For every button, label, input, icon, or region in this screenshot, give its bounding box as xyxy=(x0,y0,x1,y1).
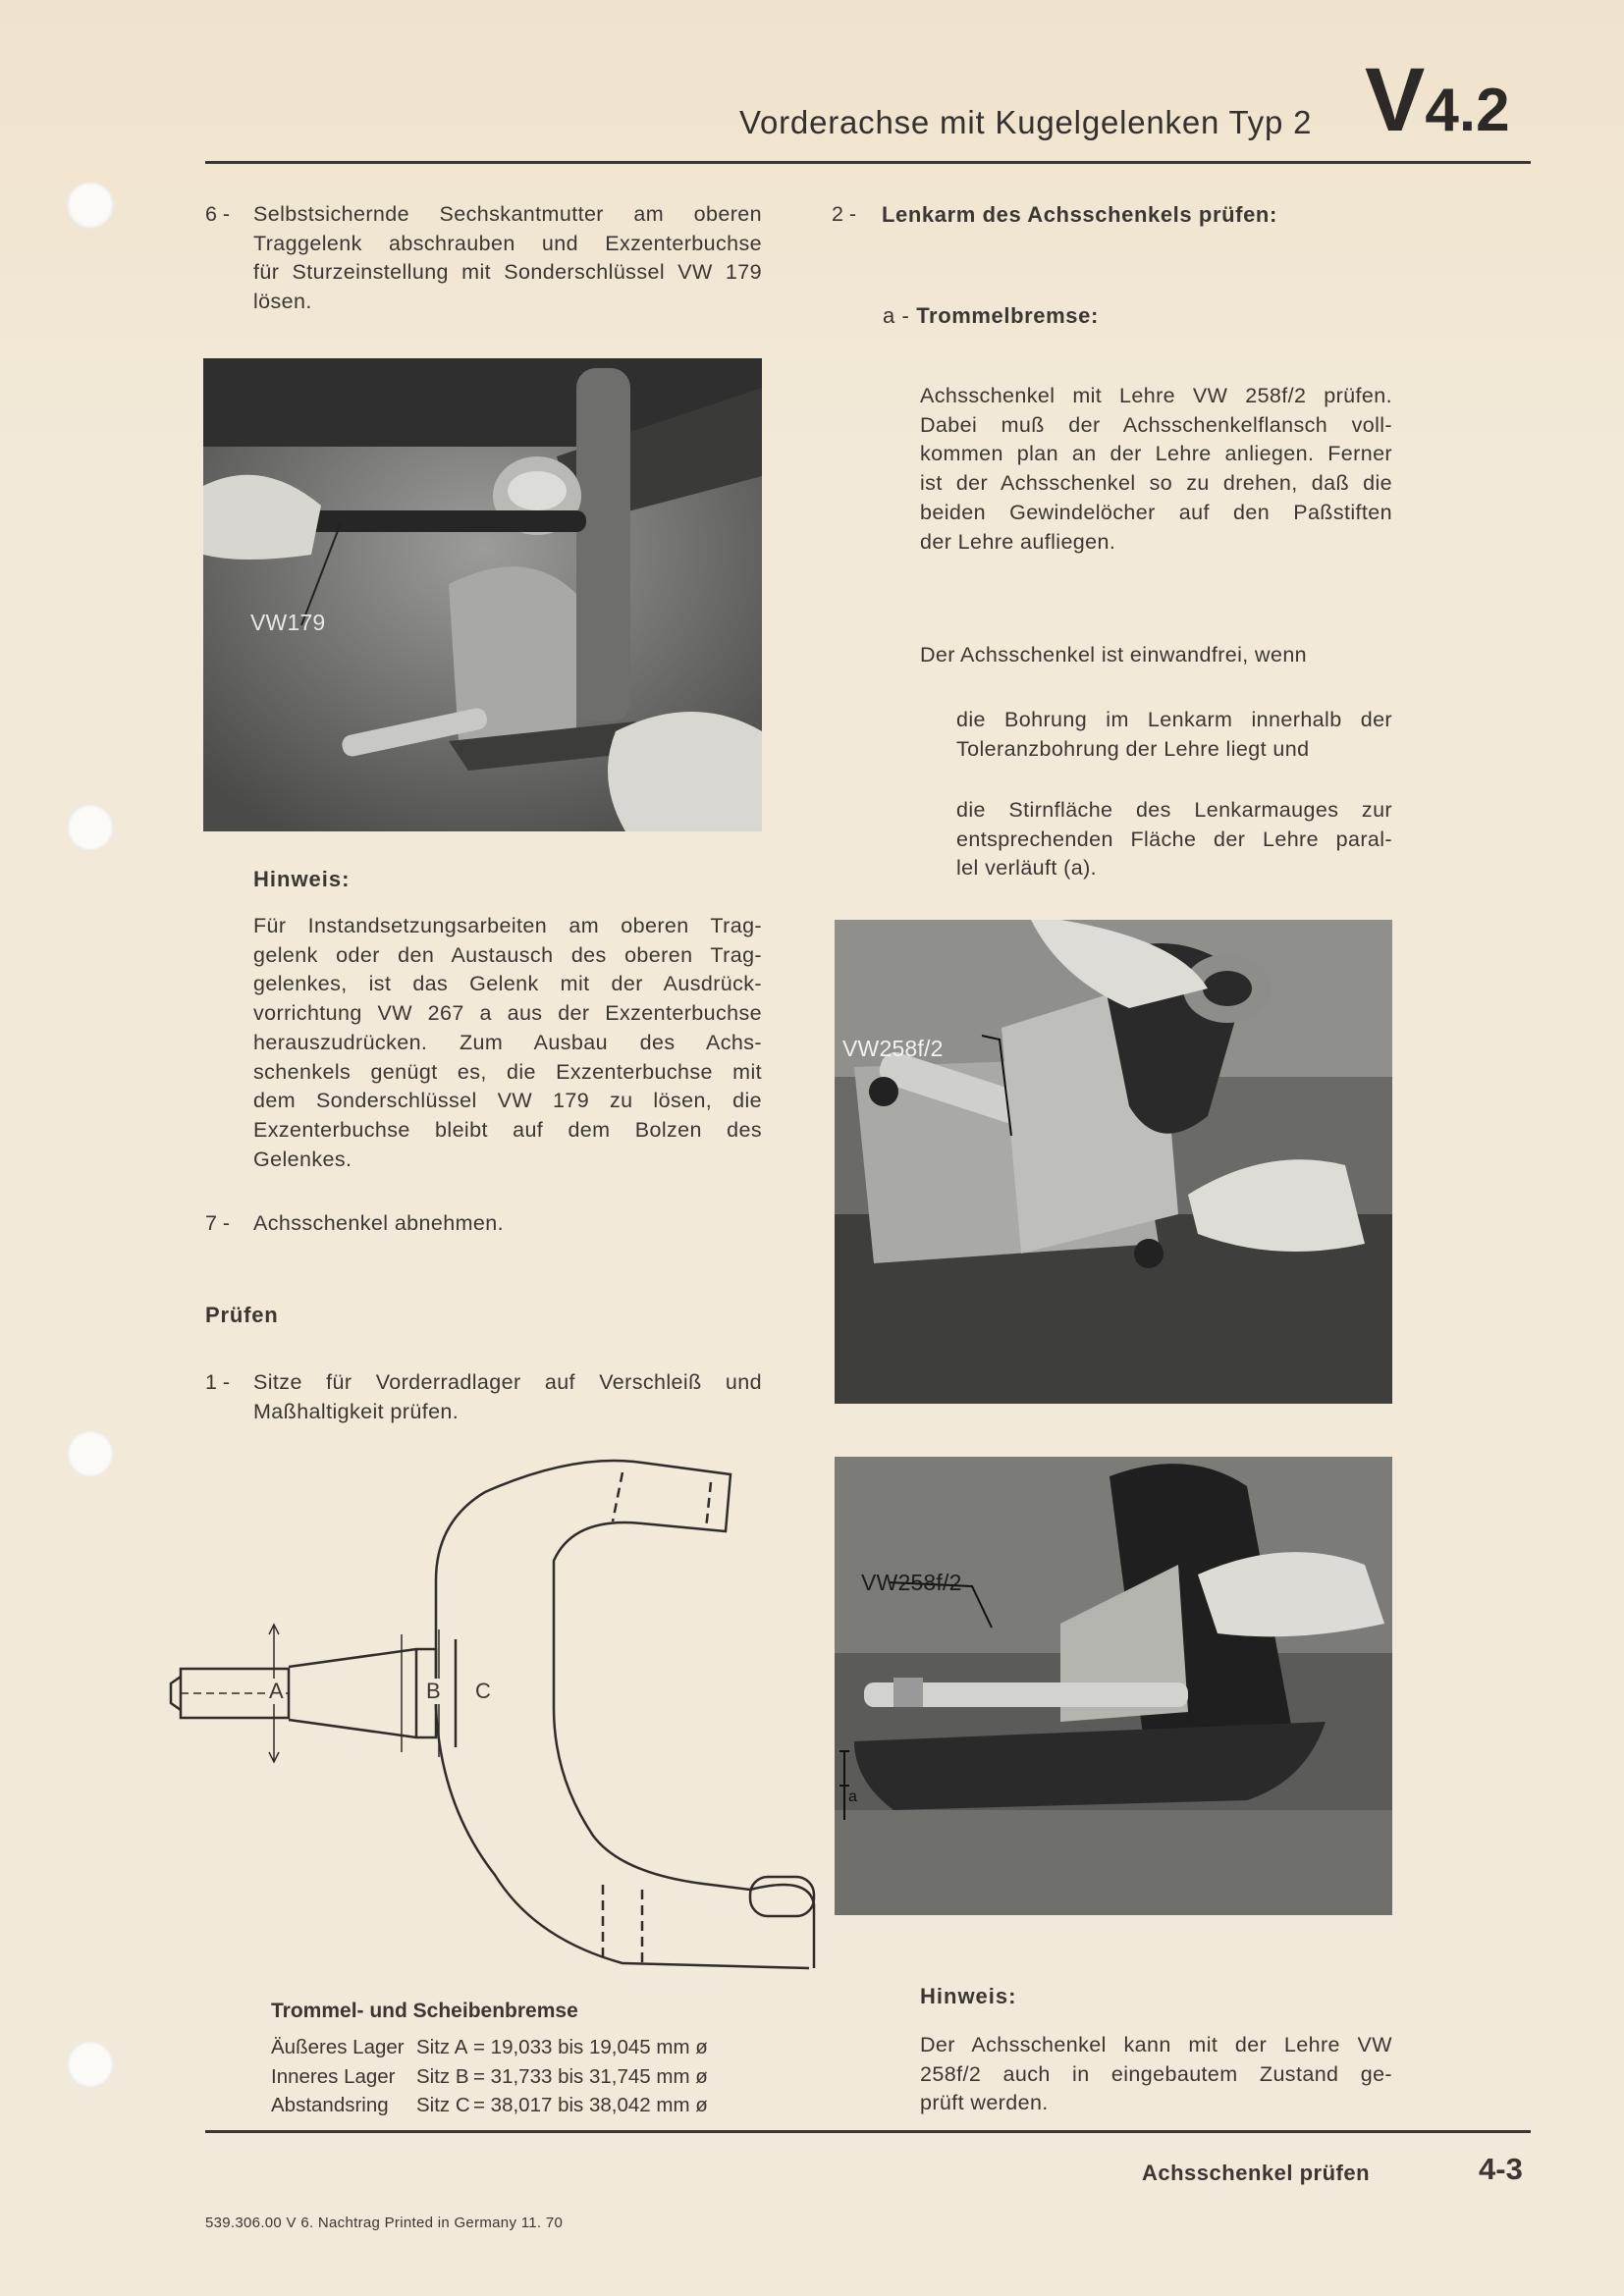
photo-gauge-vw258f2-top xyxy=(835,920,1392,1404)
text-line: die Bohrung im Lenkarm innerhalb der xyxy=(956,708,1392,731)
dimension-label-a: A xyxy=(269,1679,284,1703)
text-line: lel verläuft (a). xyxy=(956,856,1098,881)
text-line: vorrichtung VW 267 a aus der Exzenterbuchse xyxy=(253,1001,762,1026)
spec-row xyxy=(271,2062,708,2092)
step7-text xyxy=(253,1209,762,1239)
spec-title: Trommel- und Scheibenbremse xyxy=(271,2000,578,2022)
step2-heading: Lenkarm des Achsschenkels prüfen: xyxy=(882,202,1277,227)
step-number: 6 - xyxy=(205,202,231,226)
dimension-label-c: C xyxy=(475,1679,491,1703)
stub-axle-drawing xyxy=(161,1453,829,1983)
condition-1 xyxy=(956,706,1392,764)
text-line: für Sturzeinstellung mit Sonderschlüssel VW 179 xyxy=(253,260,762,285)
step1-text xyxy=(253,1368,762,1426)
text-line: Gelenkes. xyxy=(253,1147,352,1171)
text-line: gelenkes, ist das Gelenk mit der Ausdrück- xyxy=(253,972,762,996)
punch-hole xyxy=(67,1430,114,1477)
step-number: 7 - xyxy=(205,1211,231,1235)
tool-label-vw179: VW179 xyxy=(250,610,326,635)
condition-intro xyxy=(920,641,1392,670)
text-line: lösen. xyxy=(253,290,312,314)
header-rule xyxy=(205,161,1531,164)
spec-name: Inneres Lager xyxy=(271,2064,396,2088)
spec-seat: Sitz B xyxy=(416,2064,469,2088)
spec-row xyxy=(271,2091,708,2120)
page-number: 4-3 xyxy=(1479,2152,1523,2186)
text-line: entsprechenden Fläche der Lehre paral- xyxy=(956,827,1392,851)
spec-row xyxy=(271,2033,708,2062)
section-letter: V xyxy=(1365,50,1426,150)
text-line: ist der Achsschenkel so zu drehen, daß die xyxy=(920,471,1392,496)
spec-table xyxy=(271,2033,708,2120)
punch-hole xyxy=(67,2041,114,2088)
text-line: herauszudrücken. Zum Ausbau des Achs- xyxy=(253,1030,762,1054)
footer-rule xyxy=(205,2130,1531,2133)
text-line: dem Sonderschlüssel VW 179 zu lösen, die xyxy=(253,1089,762,1113)
section-number xyxy=(1365,49,1510,152)
text-line: prüft werden. xyxy=(920,2091,1049,2115)
hinweis-text xyxy=(253,912,762,1174)
spec-value: = 31,733 bis 31,745 mm ø xyxy=(473,2064,708,2088)
text-line: Maßhaltigkeit prüfen. xyxy=(253,1399,460,1423)
spec-value: = 19,033 bis 19,045 mm ø xyxy=(473,2036,708,2058)
text-line: Traggelenk abschrauben und Exzenterbuchse xyxy=(253,231,762,255)
text-line: Achsschenkel abnehmen. xyxy=(253,1211,505,1235)
text-line: schenkels genügt es, die Exzenterbuchse mit xyxy=(253,1059,762,1084)
text-line: Der Achsschenkel kann mit der Lehre VW xyxy=(920,2033,1392,2056)
check-instructions xyxy=(920,382,1392,557)
spec-value: = 38,017 bis 38,042 mm ø xyxy=(473,2094,708,2117)
text-line: Für Instandsetzungsarbeiten am oberen Trag- xyxy=(253,914,762,937)
punch-hole xyxy=(67,182,114,229)
text-line: Dabei muß der Achsschenkelflansch voll- xyxy=(920,412,1392,437)
hinweis-text xyxy=(920,2031,1392,2118)
text-line: 258f/2 auch in eingebautem Zustand ge- xyxy=(920,2061,1392,2086)
text-line: kommen plan an der Lehre anliegen. Ferner xyxy=(920,442,1392,466)
punch-hole xyxy=(67,804,114,851)
text-line: Der Achsschenkel ist einwandfrei, wenn xyxy=(920,643,1308,667)
spec-seat: Sitz A xyxy=(416,2036,468,2058)
text-line: Selbstsichernde Sechskantmutter am oberen xyxy=(253,202,762,226)
spec-seat: Sitz C xyxy=(416,2094,470,2117)
text-line: beiden Gewindelöcher auf den Paßstiften xyxy=(920,500,1392,524)
page-title: Vorderachse mit Kugelgelenken Typ 2 xyxy=(739,104,1313,140)
spec-name: Äußeres Lager xyxy=(271,2036,405,2058)
text-line: Achsschenkel mit Lehre VW 258f/2 prüfen. xyxy=(920,384,1392,407)
print-info: 539.306.00 V 6. Nachtrag Printed in Germany 11. 70 xyxy=(205,2215,564,2231)
dimension-label-b: B xyxy=(426,1679,441,1703)
step6-text xyxy=(253,200,762,317)
text-line: der Lehre aufliegen. xyxy=(920,529,1116,554)
text-line: die Stirnfläche des Lenkarmauges zur xyxy=(956,798,1392,822)
spec-name: Abstandsring xyxy=(271,2094,389,2117)
dimension-label-a: a xyxy=(848,1789,857,1805)
text-line: gelenk oder den Austausch des oberen Trag- xyxy=(253,942,762,967)
step-number: 1 - xyxy=(205,1370,231,1394)
subsection-letter: a - xyxy=(883,303,910,328)
text-line: Toleranzbohrung der Lehre liegt und xyxy=(956,736,1310,761)
text-line: Sitze für Vorderradlager auf Verschleiß und xyxy=(253,1370,762,1394)
tool-label-vw258f2: VW258f/2 xyxy=(861,1570,962,1595)
condition-2 xyxy=(956,796,1392,883)
hinweis-heading: Hinweis: xyxy=(253,867,351,891)
footer-section-title: Achsschenkel prüfen xyxy=(1142,2161,1371,2185)
photo-wrench-vw179 xyxy=(203,358,762,831)
pruefen-heading: Prüfen xyxy=(205,1303,279,1327)
subsection-a xyxy=(883,301,1099,331)
photo-gauge-vw258f2-side xyxy=(835,1457,1392,1915)
text-line: Exzenterbuchse bleibt auf dem Bolzen des xyxy=(253,1117,762,1142)
section-subnumber: 4.2 xyxy=(1425,77,1510,144)
step-number: 2 - xyxy=(832,202,857,226)
hinweis-heading: Hinweis: xyxy=(920,1984,1017,2008)
tool-label-vw258f2: VW258f/2 xyxy=(842,1036,944,1061)
subsection-title: Trommelbremse: xyxy=(916,303,1099,328)
